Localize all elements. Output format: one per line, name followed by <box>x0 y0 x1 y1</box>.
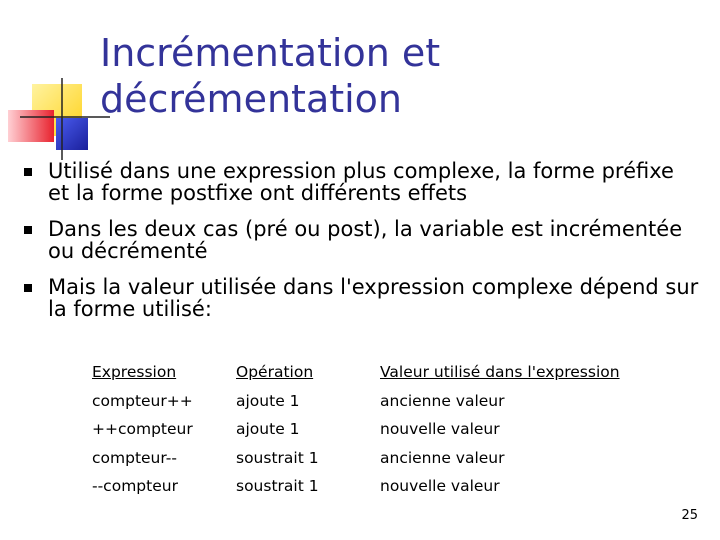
table-cell: ajoute 1 <box>236 391 300 410</box>
table-cell: ajoute 1 <box>236 420 300 439</box>
bullet-item <box>20 160 700 204</box>
page-title <box>100 30 700 122</box>
page-number: 25 <box>681 508 698 523</box>
table-cell: nouvelle valeur <box>380 420 500 439</box>
red-square <box>8 110 54 142</box>
table-row <box>92 415 640 444</box>
bullet-text: Mais la valeur utilisée dans l'expression complexe dépend sur la forme utilisé: <box>48 275 699 321</box>
operators-table <box>92 358 640 501</box>
table-cell: ancienne valeur <box>380 448 505 467</box>
header-value: Valeur utilisé dans l'expression <box>380 363 620 382</box>
bullet-item <box>20 276 700 320</box>
header-operation: Opération <box>236 363 314 382</box>
title-line-2: décrémentation <box>100 77 403 121</box>
header-expression: Expression <box>92 363 177 382</box>
table-cell: nouvelle valeur <box>380 477 500 496</box>
table-row <box>92 387 640 416</box>
bullet-item <box>20 218 700 262</box>
table-cell: --compteur <box>92 477 178 496</box>
table-cell: compteur-- <box>92 448 177 467</box>
table-cell: soustrait 1 <box>236 477 319 496</box>
table-row <box>92 472 640 501</box>
square-bullet-icon <box>24 226 32 234</box>
bullet-text: Dans les deux cas (pré ou post), la variable est incrémentée ou décrémenté <box>48 217 683 263</box>
table-cell: ancienne valeur <box>380 391 505 410</box>
table-row <box>92 444 640 473</box>
table-cell: soustrait 1 <box>236 448 319 467</box>
table-cell: ++compteur <box>92 420 193 439</box>
table-cell: compteur++ <box>92 391 193 410</box>
decorative-squares-logo <box>0 0 110 160</box>
square-bullet-icon <box>24 284 32 292</box>
table-header-row <box>92 358 640 387</box>
title-line-1: Incrémentation et <box>100 31 441 75</box>
bullet-list <box>20 160 700 334</box>
bullet-text: Utilisé dans une expression plus complexe, la forme préfixe et la forme postfixe ont différents effets <box>48 159 674 205</box>
blue-square <box>56 118 88 150</box>
square-bullet-icon <box>24 168 32 176</box>
